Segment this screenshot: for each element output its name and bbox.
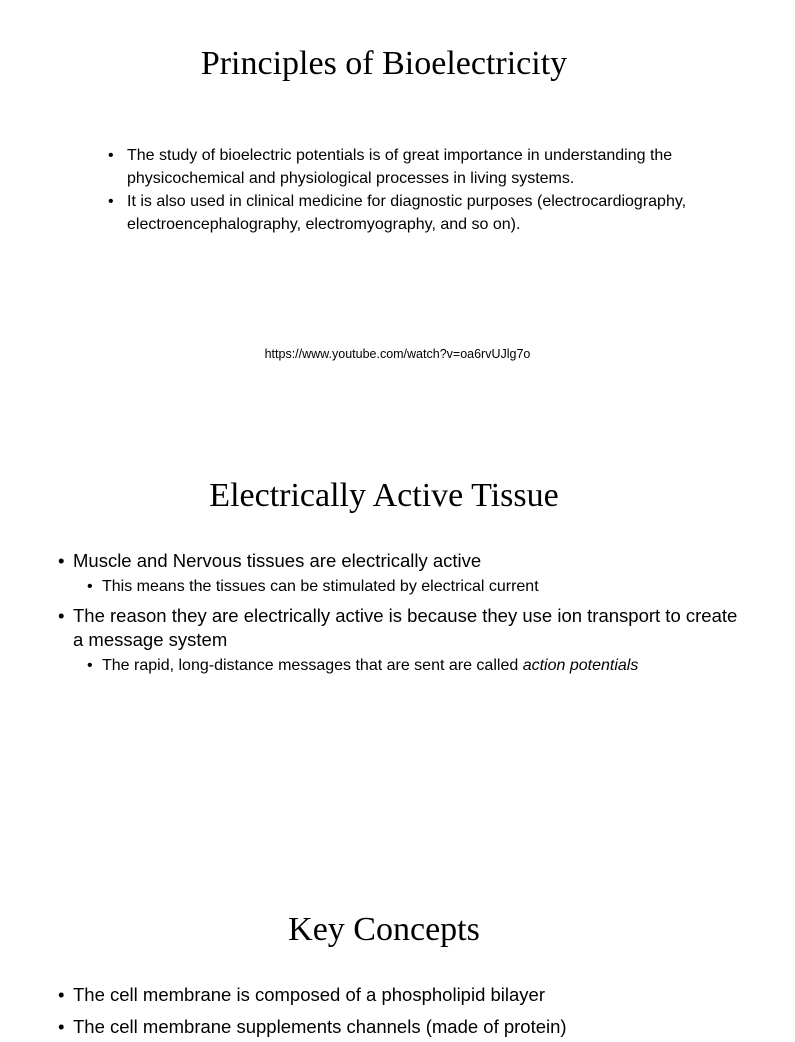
bullet-text: It is also used in clinical medicine for diagnostic purposes (electrocardiography, electroencephalography, electromyography, and so on). (127, 193, 687, 233)
bullet-text: The rapid, long-distance messages that are sent are called (102, 657, 523, 674)
list-item (58, 1015, 748, 1039)
bullet-icon: • (58, 550, 65, 571)
bullet-icon: • (58, 605, 65, 626)
bullet-icon: • (58, 1016, 65, 1037)
bullet-text: This means the tissues can be stimulated by electrical current (102, 578, 539, 595)
bullet-list (108, 144, 718, 236)
slide-principles-of-bioelectricity (0, 0, 768, 400)
list-item (58, 549, 748, 573)
list-item (58, 604, 748, 652)
bullet-icon: • (87, 657, 93, 674)
slide-title: Key Concepts (288, 911, 480, 948)
slide-electrically-active-tissue (0, 400, 768, 840)
bullet-list (58, 983, 748, 1042)
bullet-icon: • (108, 193, 114, 210)
bullet-text: Muscle and Nervous tissues are electrically active (73, 550, 482, 571)
bullet-text: The cell membrane supplements channels (made of protein) (73, 1016, 567, 1037)
bullet-text: The reason they are electrically active is because they use ion transport to create a message system (73, 605, 738, 650)
slide-title: Principles of Bioelectricity (200, 45, 568, 82)
video-link[interactable]: https://www.youtube.com/watch?v=oa6rvUJlg7o (264, 347, 531, 361)
bullet-icon: • (58, 984, 65, 1005)
emphasis-text: action potentials (522, 657, 639, 674)
list-item (58, 983, 748, 1007)
bullet-icon: • (87, 578, 93, 595)
bullet-list (58, 549, 748, 683)
slide-key-concepts (0, 840, 768, 1037)
list-item (108, 190, 718, 236)
bullet-icon: • (108, 147, 114, 164)
sub-list-item (58, 655, 748, 677)
slide-title: Electrically Active Tissue (209, 477, 559, 514)
bullet-text: The study of bioelectric potentials is of great importance in understanding the physicochemical and physiological processes in living systems. (127, 147, 673, 187)
list-item (108, 144, 718, 190)
sub-list-item (58, 576, 748, 598)
bullet-text: The cell membrane is composed of a phospholipid bilayer (73, 984, 546, 1005)
